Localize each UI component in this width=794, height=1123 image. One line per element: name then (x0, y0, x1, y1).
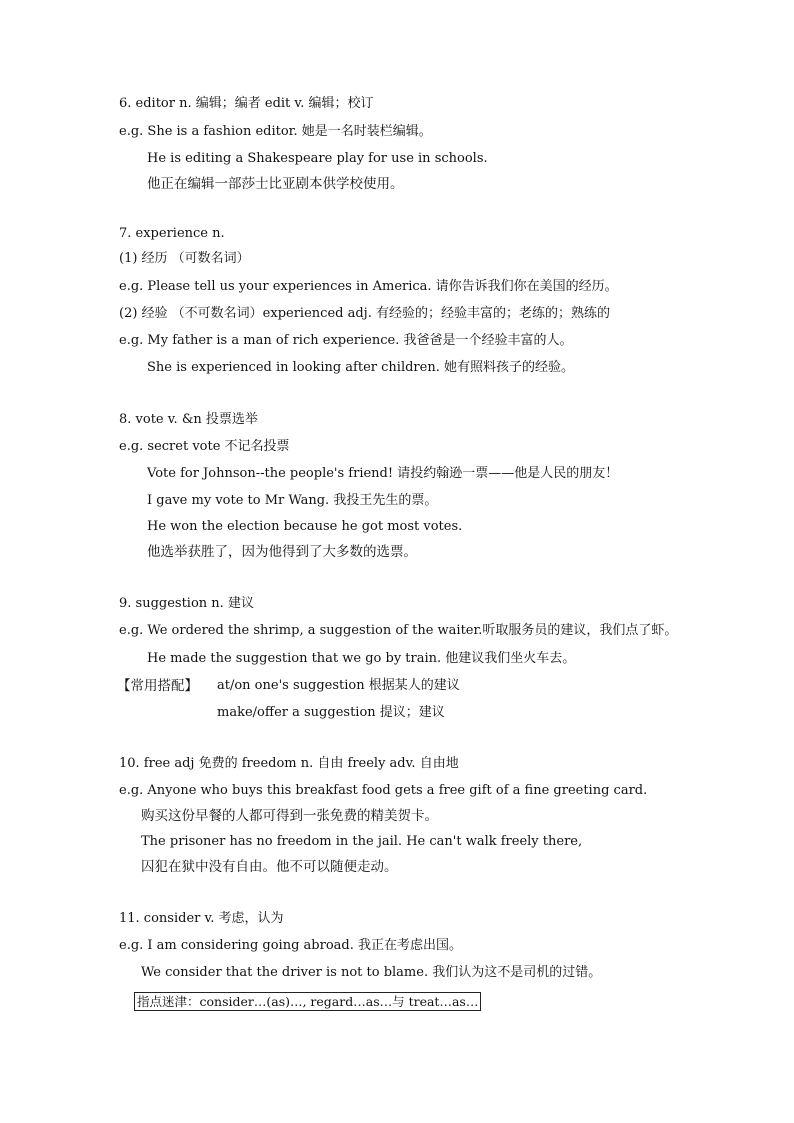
entry-9-heading: 9. suggestion n. 建议 (119, 596, 254, 611)
entry-10-translation-1: 购买这份早餐的人都可得到一张免费的精美贺卡。 (141, 808, 438, 824)
entry-8-example-1: e.g. secret vote 不记名投票 (119, 439, 290, 454)
entry-7-sense-1: (1) 经历 （可数名词） (119, 251, 250, 266)
entry-8-example-3: I gave my vote to Mr Wang. 我投王先生的票。 (147, 493, 438, 508)
entry-10-example-1: e.g. Anyone who buys this breakfast food gets a free gift of a fine greeting card. (119, 783, 648, 798)
collocation-1: at/on one's suggestion 根据某人的建议 (217, 678, 460, 693)
entry-6-example-1: e.g. She is a fashion editor. 她是一名时装栏编辑。 (119, 124, 432, 139)
entry-7-sense-2: (2) 经验 （不可数名词）experienced adj. 有经验的；经验丰富的；老练的；熟练的 (119, 306, 610, 321)
collocation-label: 【常用搭配】 (117, 678, 198, 694)
entry-10-heading: 10. free adj 免费的 freedom n. 自由 freely adv. 自由地 (119, 756, 459, 771)
entry-9-example-2: He made the suggestion that we go by train. 他建议我们坐火车去。 (147, 651, 576, 666)
entry-6-example-2: He is editing a Shakespeare play for use in schools. (147, 151, 488, 166)
entry-9-example-1: e.g. We ordered the shrimp, a suggestion of the waiter.听取服务员的建议，我们点了虾。 (119, 623, 678, 638)
entry-6-translation: 他正在编辑一部莎士比亚剧本供学校使用。 (147, 176, 404, 192)
entry-7-heading: 7. experience n. (119, 226, 225, 241)
entry-11-example-2: We consider that the driver is not to blame. 我们认为这不是司机的过错。 (141, 965, 602, 980)
entry-8-heading: 8. vote v. &n 投票选举 (119, 412, 258, 427)
entry-11-example-1: e.g. I am considering going abroad. 我正在考虑出国。 (119, 938, 462, 953)
entry-8-example-4: He won the election because he got most votes. (147, 519, 463, 534)
usage-tip-box: 指点迷津：consider…(as)…, regard…as…与 treat…as… (134, 992, 481, 1011)
entry-10-example-2: The prisoner has no freedom in the jail. He can't walk freely there, (141, 834, 583, 849)
entry-11-heading: 11. consider v. 考虑，认为 (119, 911, 284, 926)
entry-8-example-2: Vote for Johnson--the people's friend! 请投约翰逊一票——他是人民的朋友！ (147, 466, 619, 481)
entry-7-example-2: e.g. My father is a man of rich experience. 我爸爸是一个经验丰富的人。 (119, 333, 573, 348)
entry-7-example-1: e.g. Please tell us your experiences in America. 请你告诉我们你在美国的经历。 (119, 279, 618, 294)
entry-10-translation-2: 囚犯在狱中没有自由。他不可以随便走动。 (141, 859, 398, 875)
collocation-2: make/offer a suggestion 提议；建议 (217, 705, 445, 720)
entry-7-example-3: She is experienced in looking after children. 她有照料孩子的经验。 (147, 360, 574, 375)
entry-8-translation: 他选举获胜了，因为他得到了大多数的选票。 (147, 544, 417, 560)
entry-6-heading: 6. editor n. 编辑；编者 edit v. 编辑；校订 (119, 96, 374, 111)
